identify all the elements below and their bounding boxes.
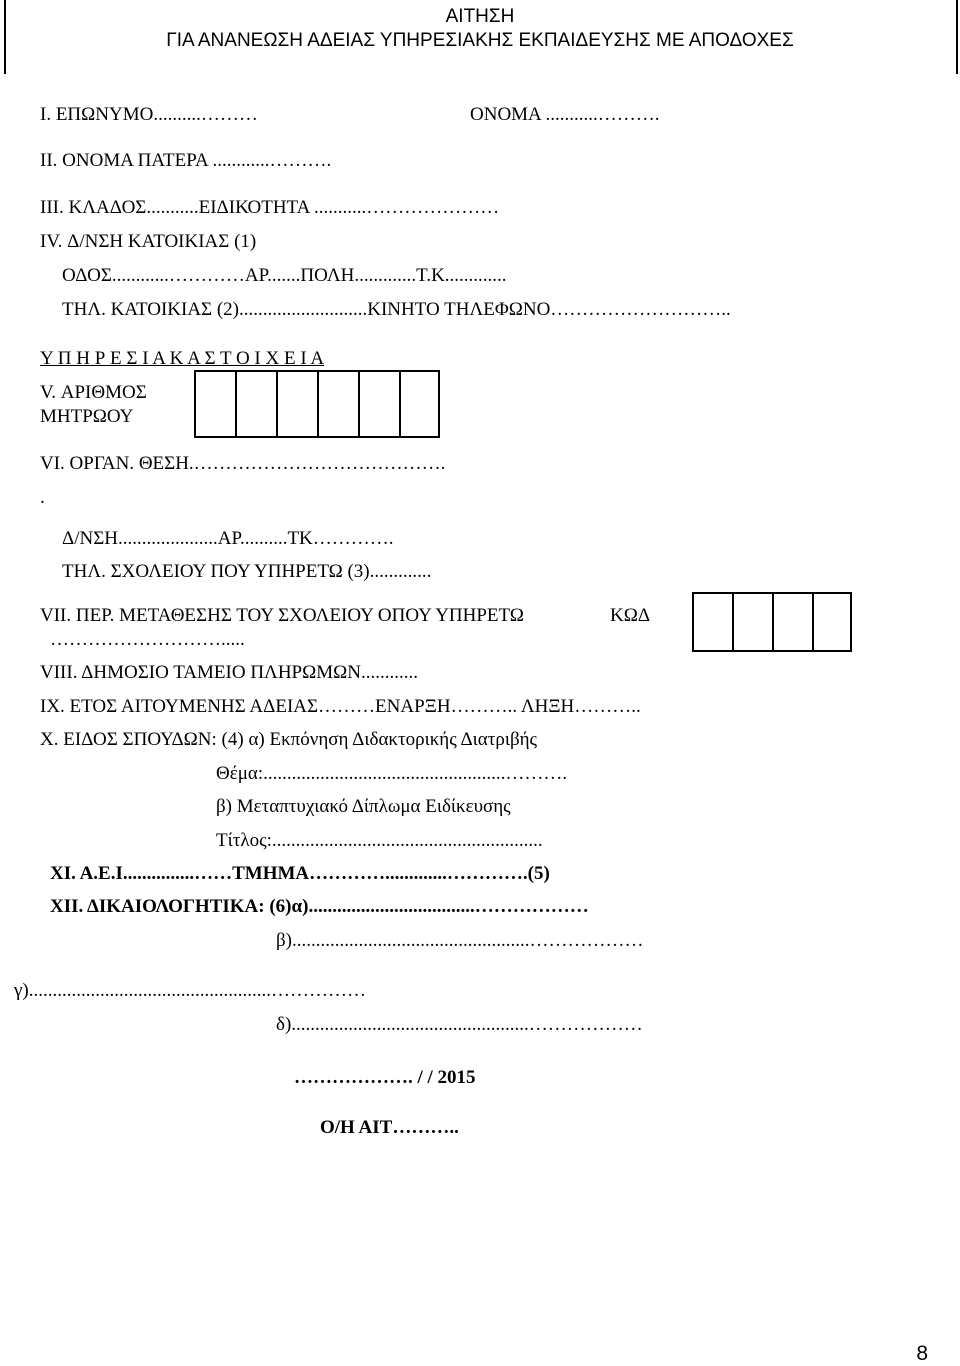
registry-box[interactable] [196,372,237,436]
father-name-field[interactable]: ΙΙ. ΟΝΟΜΑ ΠΑΤΕΡΑ ............………. [40,150,332,171]
university-field[interactable]: ΧΙ. Α.Ε.Ι...............……ΤΜΗΜΑ………….............………….(5) [50,863,550,884]
registry-number-boxes[interactable] [194,370,440,438]
leave-year-field[interactable]: ΙΧ. ΕΤΟΣ ΑΙΤΟΥΜΕΝΗΣ ΑΔΕΙΑΣ………ΕΝΑΡΞΗ……….. ΛΗΞΗ……….. [40,696,641,717]
street-field[interactable]: ΟΔΟΣ............…………ΑΡ.......ΠΟΛΗ.............Τ.Κ............. [62,265,507,286]
treasury-field[interactable]: VΙΙΙ. ΔΗΜΟΣΙΟ ΤΑΜΕΙΟ ΠΛΗΡΩΜΩΝ............ [40,662,418,683]
code-label: ΚΩΔ [610,605,651,626]
dot-text: . [40,487,45,508]
documents-d[interactable]: δ)..................................................……………… [276,1014,643,1035]
school-phone-field[interactable]: ΤΗΛ. ΣΧΟΛΕΙΟΥ ΠΟΥ ΥΠΗΡΕΤΩ (3)............. [62,561,432,582]
form-subtitle: ΓΙΑ ΑΝΑΝΕΩΣΗ ΑΔΕΙΑΣ ΥΠΗΡΕΣΙΑΚΗΣ ΕΚΠΑΙΔΕΥΣΗΣ ΜΕ ΑΠΟΔΟΧΕΣ [166,30,794,51]
signature-field[interactable]: Ο/Η ΑΙΤ……….. [320,1117,459,1138]
service-heading: Υ Π Η Ρ Ε Σ Ι Α Κ Α Σ Τ Ο Ι Χ Ε Ι Α [40,348,325,369]
form-title: ΑΙΤΗΣΗ [445,6,515,27]
transfer-field[interactable]: VΙΙ. ΠΕΡ. ΜΕΤΑΘΕΣΗΣ ΤΟΥ ΣΧΟΛΕΙΟΥ ΟΠΟΥ ΥΠΗΡΕΤΩ [40,605,524,626]
phones-field[interactable]: ΤΗΛ. ΚΑΤΟΙΚΙΑΣ (2)...........................ΚΙΝΗΤΟ ΤΗΛΕΦΩΝΟ……………………….. [62,299,731,320]
transfer-continuation[interactable]: ………………………..... [50,629,245,650]
date-field[interactable]: ………………. / / 2015 [294,1067,476,1088]
registry-box[interactable] [360,372,401,436]
registry-box[interactable] [237,372,278,436]
documents-a[interactable]: ΧΙΙ. ΔΙΚΑΙΟΛΟΓΗΤΙΚΑ: (6)α)...................................……………… [50,896,589,917]
code-box[interactable] [694,594,734,650]
page-number: 8 [916,1342,928,1365]
code-box[interactable] [734,594,774,650]
registry-box[interactable] [278,372,319,436]
masters-title-field[interactable]: Τίτλος:......................................................... [216,830,543,851]
code-boxes[interactable] [692,592,852,652]
surname-field[interactable]: Ι. ΕΠΩΝΥΜΟ..........……… [40,104,258,125]
documents-c[interactable]: γ)...................................................…………… [14,980,366,1001]
studies-type: Χ. ΕΙΔΟΣ ΣΠΟΥΔΩΝ: (4) α) Εκπόνηση Διδακτορικής Διατριβής [40,729,538,750]
topic-field[interactable]: Θέμα:...................................................………. [216,763,568,784]
masters-label: β) Μεταπτυχιακό Δίπλωμα Ειδίκευσης [216,796,511,817]
position-field[interactable]: VΙ. ΟΡΓΑΝ. ΘΕΣΗ.…………………………………. [40,453,446,474]
branch-field[interactable]: ΙΙΙ. ΚΛΑΔΟΣ...........ΕΙΔΙΚΟΤΗΤΑ ...........………………… [40,197,500,218]
documents-b[interactable]: β)..................................................……………… [276,930,644,951]
code-box[interactable] [774,594,814,650]
registry-box[interactable] [401,372,438,436]
code-box[interactable] [814,594,850,650]
address-header: ΙV. Δ/ΝΣΗ ΚΑΤΟΙΚΙΑΣ (1) [40,231,257,252]
name-field[interactable]: ΟΝΟΜΑ ...........………. [470,104,660,125]
school-address-field[interactable]: Δ/ΝΣΗ.....................ΑΡ..........ΤΚ…………. [62,528,394,549]
registry-label-2: ΜΗΤΡΩΟΥ [40,406,134,427]
registry-label: V. ΑΡΙΘΜΟΣ [40,382,147,403]
registry-box[interactable] [319,372,360,436]
